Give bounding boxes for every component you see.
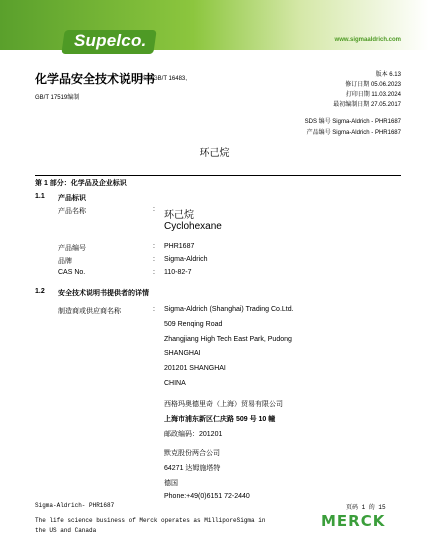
product-name-label: 产品名称 (58, 208, 86, 215)
subsection-1-1-title: 产品标识 (58, 195, 86, 202)
product-code: 产品编号 Sigma-Aldrich - PHR1687 (306, 130, 401, 136)
merck-address-line: 默克股份两合公司 (164, 450, 220, 457)
supelco-logo: Supelco. (74, 31, 147, 50)
supplier-line: SHANGHAI (164, 350, 201, 357)
product-name-en: Cyclohexane (164, 221, 222, 232)
supplier-cn-line: 西格玛奥德里奇（上海）贸易有限公司 (164, 400, 283, 408)
version: 版本 6.13 (375, 72, 401, 78)
supplier-line: CHINA (164, 380, 186, 387)
colon: : (153, 256, 155, 263)
section-1-title: 第 1 部分：化学品及企业标识 (35, 180, 127, 187)
supplier-line: Zhangjiang High Tech East Park, Pudong (164, 336, 292, 343)
merck-phone: Phone:+49(0)6151 72-2440 (164, 493, 250, 500)
footer-disclaimer-continued: the US and Canada (35, 527, 97, 534)
revision-date: 修订日期 05.06.2023 (345, 82, 401, 88)
section-divider (35, 175, 401, 176)
supplier-line: 509 Renqing Road (164, 321, 223, 328)
brand-value: Sigma-Aldrich (164, 256, 208, 263)
footer-doc-code: Sigma-Aldrich- PHR1687 (35, 502, 115, 509)
colon: : (153, 269, 155, 276)
supplier-label: 制造商或供应商名称 (58, 308, 121, 315)
supplier-cn-line: 邮政编码：201201 (164, 431, 223, 438)
supplier-cn-line: 上海市浦东新区仁庆路 509 号 10 幢 (164, 416, 276, 423)
supplier-line: 201201 SHANGHAI (164, 365, 226, 372)
colon: : (153, 243, 155, 250)
chemical-name-heading: 环己烷 (199, 148, 230, 159)
product-number-value: PHR1687 (164, 243, 195, 250)
standard-reference-continued: GB/T 17519编制 (35, 95, 80, 101)
standard-reference: 按照GB/T 16483、 (141, 76, 192, 82)
merck-address-line: 德国 (164, 480, 178, 487)
subsection-1-1-number: 1.1 (35, 193, 45, 200)
colon: : (153, 206, 155, 213)
footer-page-number: 页码 1 的 15 (346, 504, 386, 511)
first-edition-date: 最初编制日期 27.05.2017 (333, 102, 401, 108)
cas-value: 110-82-7 (164, 269, 192, 276)
product-name-cn: 环己烷 (164, 210, 194, 221)
merck-address-line: 64271 达姆施塔特 (164, 465, 221, 472)
subsection-1-2-title: 安全技术说明书提供者的详情 (58, 290, 149, 297)
document-title: 化学品安全技术说明书 (35, 72, 156, 86)
supplier-line: Sigma-Aldrich (Shanghai) Trading Co.Ltd. (164, 306, 294, 313)
print-date: 打印日期 11.03.2024 (345, 92, 401, 98)
subsection-1-2-number: 1.2 (35, 288, 45, 295)
brand-label: 品牌 (58, 258, 72, 265)
cas-label: CAS No. (58, 269, 86, 276)
merck-logo: MERCK (321, 512, 386, 530)
sds-number: SDS 编号 Sigma-Aldrich - PHR1687 (304, 119, 401, 125)
footer-disclaimer: The life science business of Merck operates as MilliporeSigma in (35, 517, 266, 524)
colon: : (153, 306, 155, 313)
product-number-label: 产品编号 (58, 245, 86, 252)
website-url[interactable]: www.sigmaaldrich.com (334, 37, 401, 43)
